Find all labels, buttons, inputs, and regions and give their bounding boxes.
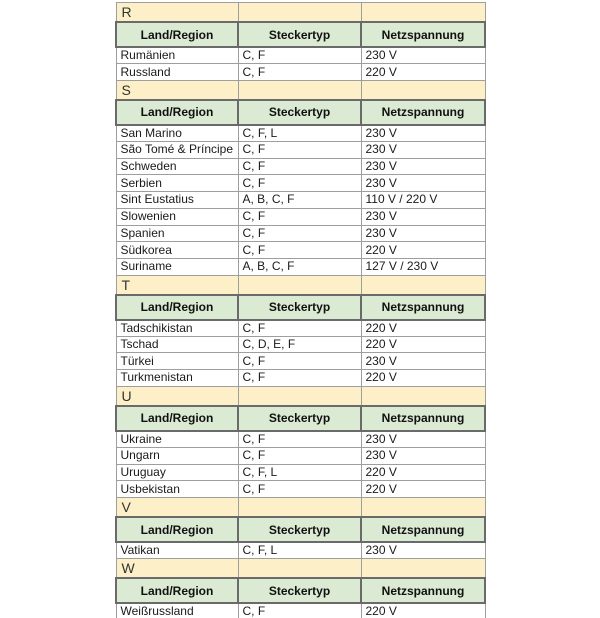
column-header-row <box>116 406 485 431</box>
section-letter-empty-cell <box>238 3 361 23</box>
section-letter-empty-cell <box>361 3 485 23</box>
country-row <box>116 192 485 209</box>
section-letter-cell: V <box>116 498 238 518</box>
country-cell: Ukraine <box>116 431 238 448</box>
plug-type-cell: C, F <box>238 481 361 498</box>
country-cell: Tschad <box>116 336 238 353</box>
column-header-steckertyp: Steckertyp <box>238 22 361 47</box>
column-header-netzspannung: Netzspannung <box>361 406 485 431</box>
voltage-cell: 230 V <box>361 47 485 64</box>
section-letter-row <box>116 80 485 100</box>
voltage-cell: 230 V <box>361 353 485 370</box>
voltage-cell: 220 V <box>361 481 485 498</box>
country-row <box>116 464 485 481</box>
plug-type-cell: C, F <box>238 320 361 337</box>
country-cell: Vatikan <box>116 542 238 559</box>
column-header-land-region: Land/Region <box>116 100 238 125</box>
country-cell: Schweden <box>116 158 238 175</box>
plug-type-cell: C, F <box>238 208 361 225</box>
section-letter-empty-cell <box>238 275 361 295</box>
plug-type-cell: A, B, C, F <box>238 192 361 209</box>
column-header-steckertyp: Steckertyp <box>238 295 361 320</box>
country-row <box>116 142 485 159</box>
voltage-cell: 230 V <box>361 142 485 159</box>
section-letter-row <box>116 386 485 406</box>
column-header-row <box>116 100 485 125</box>
country-cell: Serbien <box>116 175 238 192</box>
plug-type-cell: C, F <box>238 242 361 259</box>
column-header-row <box>116 517 485 542</box>
column-header-land-region: Land/Region <box>116 22 238 47</box>
voltage-cell: 110 V / 220 V <box>361 192 485 209</box>
column-header-row <box>116 22 485 47</box>
country-row <box>116 603 485 618</box>
country-cell: Türkei <box>116 353 238 370</box>
country-row <box>116 208 485 225</box>
section-letter-row <box>116 275 485 295</box>
country-row <box>116 320 485 337</box>
plug-type-cell: C, F <box>238 142 361 159</box>
section-letter-row <box>116 3 485 23</box>
voltage-cell: 230 V <box>361 431 485 448</box>
plug-type-cell: C, F <box>238 64 361 81</box>
country-cell: Sint Eustatius <box>116 192 238 209</box>
column-header-netzspannung: Netzspannung <box>361 295 485 320</box>
plug-type-cell: C, F <box>238 370 361 387</box>
plug-type-cell: C, F <box>238 431 361 448</box>
column-header-land-region: Land/Region <box>116 517 238 542</box>
country-cell: Slowenien <box>116 208 238 225</box>
voltage-cell: 220 V <box>361 603 485 618</box>
country-row <box>116 481 485 498</box>
voltage-cell: 230 V <box>361 448 485 465</box>
plug-type-cell: C, F, L <box>238 464 361 481</box>
country-row <box>116 158 485 175</box>
country-row <box>116 175 485 192</box>
voltage-cell: 230 V <box>361 208 485 225</box>
voltage-cell: 230 V <box>361 125 485 142</box>
table-body <box>116 3 485 618</box>
country-cell: Russland <box>116 64 238 81</box>
section-letter-empty-cell <box>361 559 485 579</box>
column-header-steckertyp: Steckertyp <box>238 578 361 603</box>
section-letter-empty-cell <box>238 559 361 579</box>
country-row <box>116 336 485 353</box>
country-cell: São Tomé & Príncipe <box>116 142 238 159</box>
section-letter-empty-cell <box>361 386 485 406</box>
section-letter-empty-cell <box>361 498 485 518</box>
column-header-netzspannung: Netzspannung <box>361 22 485 47</box>
country-cell: Usbekistan <box>116 481 238 498</box>
section-letter-empty-cell <box>238 498 361 518</box>
column-header-row <box>116 295 485 320</box>
plug-type-cell: C, F, L <box>238 125 361 142</box>
country-row <box>116 370 485 387</box>
country-cell: San Marino <box>116 125 238 142</box>
country-row <box>116 448 485 465</box>
country-cell: Spanien <box>116 225 238 242</box>
plug-type-cell: C, F <box>238 225 361 242</box>
column-header-steckertyp: Steckertyp <box>238 100 361 125</box>
country-cell: Südkorea <box>116 242 238 259</box>
plug-type-cell: C, F <box>238 158 361 175</box>
plug-type-cell: C, F <box>238 448 361 465</box>
section-letter-cell: R <box>116 3 238 23</box>
plug-type-cell: C, F <box>238 353 361 370</box>
country-row <box>116 64 485 81</box>
plug-voltage-table <box>115 2 486 618</box>
voltage-cell: 230 V <box>361 175 485 192</box>
country-row <box>116 242 485 259</box>
voltage-cell: 220 V <box>361 242 485 259</box>
section-letter-empty-cell <box>361 80 485 100</box>
voltage-cell: 220 V <box>361 336 485 353</box>
country-row <box>116 225 485 242</box>
voltage-cell: 220 V <box>361 320 485 337</box>
country-cell: Suriname <box>116 258 238 275</box>
country-cell: Tadschikistan <box>116 320 238 337</box>
country-cell: Weißrussland <box>116 603 238 618</box>
column-header-land-region: Land/Region <box>116 578 238 603</box>
voltage-cell: 230 V <box>361 225 485 242</box>
section-letter-cell: S <box>116 80 238 100</box>
plug-type-cell: C, F <box>238 47 361 64</box>
column-header-steckertyp: Steckertyp <box>238 517 361 542</box>
column-header-netzspannung: Netzspannung <box>361 100 485 125</box>
column-header-steckertyp: Steckertyp <box>238 406 361 431</box>
plug-type-cell: C, F <box>238 603 361 618</box>
section-letter-empty-cell <box>238 80 361 100</box>
section-letter-row <box>116 498 485 518</box>
country-row <box>116 47 485 64</box>
plug-type-cell: A, B, C, F <box>238 258 361 275</box>
country-row <box>116 258 485 275</box>
country-row <box>116 125 485 142</box>
plug-type-cell: C, D, E, F <box>238 336 361 353</box>
section-letter-cell: U <box>116 386 238 406</box>
voltage-cell: 220 V <box>361 464 485 481</box>
section-letter-cell: T <box>116 275 238 295</box>
voltage-cell: 220 V <box>361 370 485 387</box>
country-cell: Turkmenistan <box>116 370 238 387</box>
column-header-row <box>116 578 485 603</box>
country-row <box>116 431 485 448</box>
voltage-cell: 230 V <box>361 542 485 559</box>
plug-type-cell: C, F, L <box>238 542 361 559</box>
voltage-cell: 127 V / 230 V <box>361 258 485 275</box>
plug-type-cell: C, F <box>238 175 361 192</box>
column-header-land-region: Land/Region <box>116 406 238 431</box>
country-cell: Uruguay <box>116 464 238 481</box>
column-header-netzspannung: Netzspannung <box>361 517 485 542</box>
section-letter-row <box>116 559 485 579</box>
country-cell: Rumänien <box>116 47 238 64</box>
country-cell: Ungarn <box>116 448 238 465</box>
voltage-cell: 220 V <box>361 64 485 81</box>
section-letter-empty-cell <box>361 275 485 295</box>
section-letter-cell: W <box>116 559 238 579</box>
section-letter-empty-cell <box>238 386 361 406</box>
column-header-netzspannung: Netzspannung <box>361 578 485 603</box>
voltage-cell: 230 V <box>361 158 485 175</box>
country-row <box>116 353 485 370</box>
column-header-land-region: Land/Region <box>116 295 238 320</box>
country-row <box>116 542 485 559</box>
